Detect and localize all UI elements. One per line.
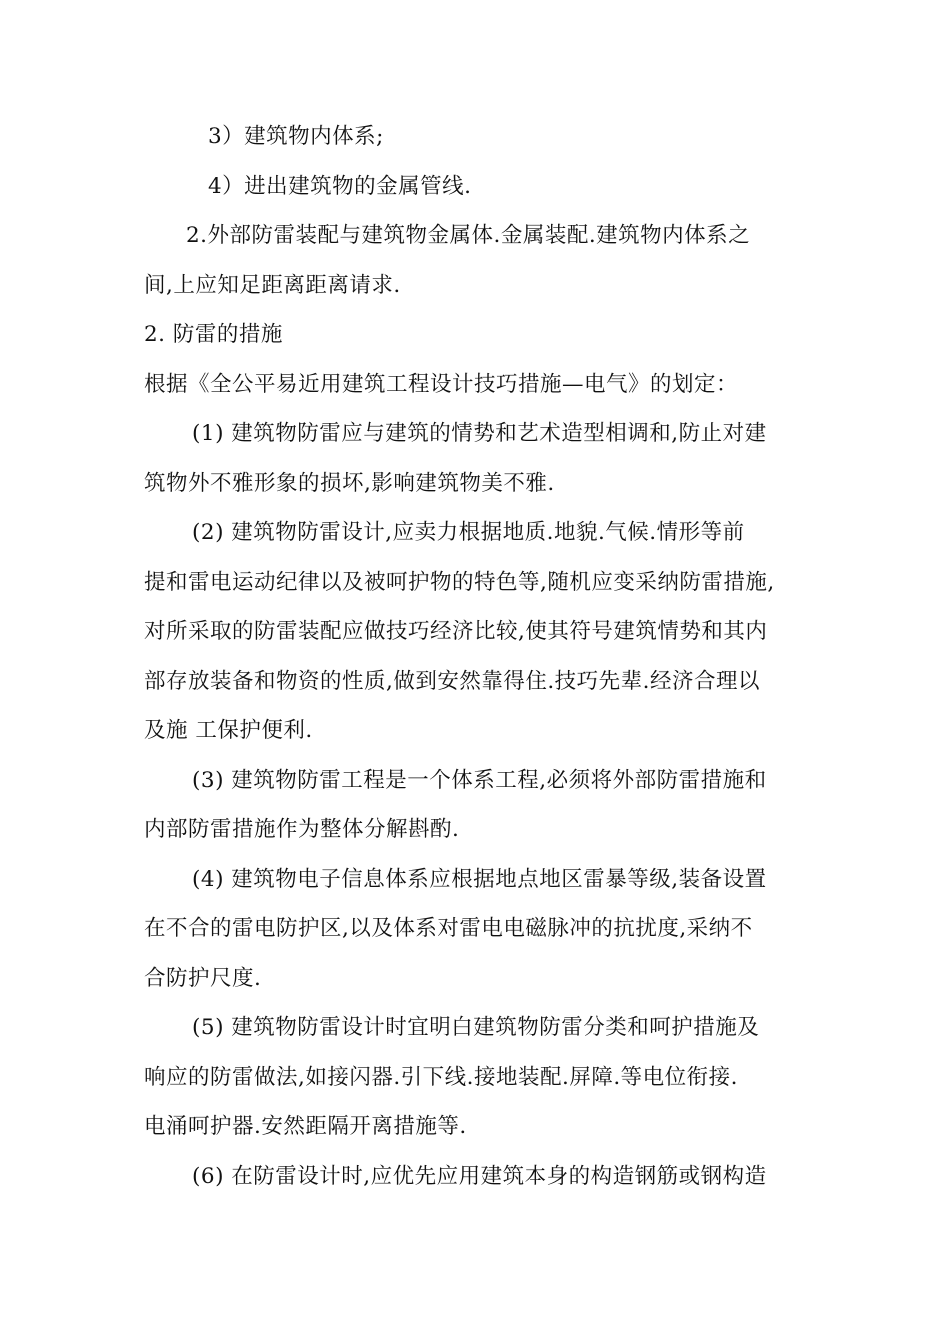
list-item: 4）进出建筑物的金属管线. xyxy=(208,173,472,199)
paragraph-line: 筑物外不雅形象的损坏,影响建筑物美不雅. xyxy=(144,470,555,496)
section-heading: 2. 防雷的措施 xyxy=(144,322,283,347)
paragraph-line: 响应的防雷做法,如接闪器.引下线.接地装配.屏障.等电位衔接. xyxy=(144,1064,739,1090)
paragraph-line: 在不合的雷电防护区,以及体系对雷电电磁脉冲的抗扰度,采纳不 xyxy=(144,916,753,941)
paragraph-line: 提和雷电运动纪律以及被呵护物的特色等,随机应变采纳防雷措施, xyxy=(144,569,775,595)
paragraph-line: 对所采取的防雷装配应做技巧经济比较,使其符号建筑情势和其内 xyxy=(144,619,768,644)
paragraph-line: 内部防雷措施作为整体分解斟酌. xyxy=(144,817,460,842)
paragraph-line: 及施 工保护便利. xyxy=(144,718,313,743)
paragraph-line: 电涌呵护器.安然距隔开离措施等. xyxy=(144,1114,467,1139)
paragraph-line: 合防护尺度. xyxy=(144,965,262,991)
paragraph-line: (6) 在防雷设计时,应优先应用建筑本身的构造钢筋或钢构造 xyxy=(192,1163,767,1189)
paragraph-line: (4) 建筑物电子信息体系应根据地点地区雷暴等级,装备设置 xyxy=(192,866,767,892)
paragraph-line: 2.外部防雷装配与建筑物金属体.金属装配.建筑物内体系之 xyxy=(186,223,751,248)
document-body xyxy=(144,112,812,1201)
paragraph-line: (1) 建筑物防雷应与建筑的情势和艺术造型相调和,防止对建 xyxy=(192,421,767,446)
paragraph-line: 根据《全公平易近用建筑工程设计技巧措施—电气》的划定： xyxy=(144,371,739,397)
paragraph-line: 部存放装备和物资的性质,做到安然靠得住.技巧先辈.经济合理以 xyxy=(144,668,761,694)
paragraph-line: (3) 建筑物防雷工程是一个体系工程,必须将外部防雷措施和 xyxy=(192,767,767,793)
list-item: 3）建筑物内体系; xyxy=(208,124,384,149)
paragraph-line: (5) 建筑物防雷设计时宜明白建筑物防雷分类和呵护措施及 xyxy=(192,1015,760,1040)
paragraph-line: (2) 建筑物防雷设计,应卖力根据地质.地貌.气候.情形等前 xyxy=(192,520,745,545)
paragraph-line: 间,上应知足距离距离请求. xyxy=(144,272,401,298)
